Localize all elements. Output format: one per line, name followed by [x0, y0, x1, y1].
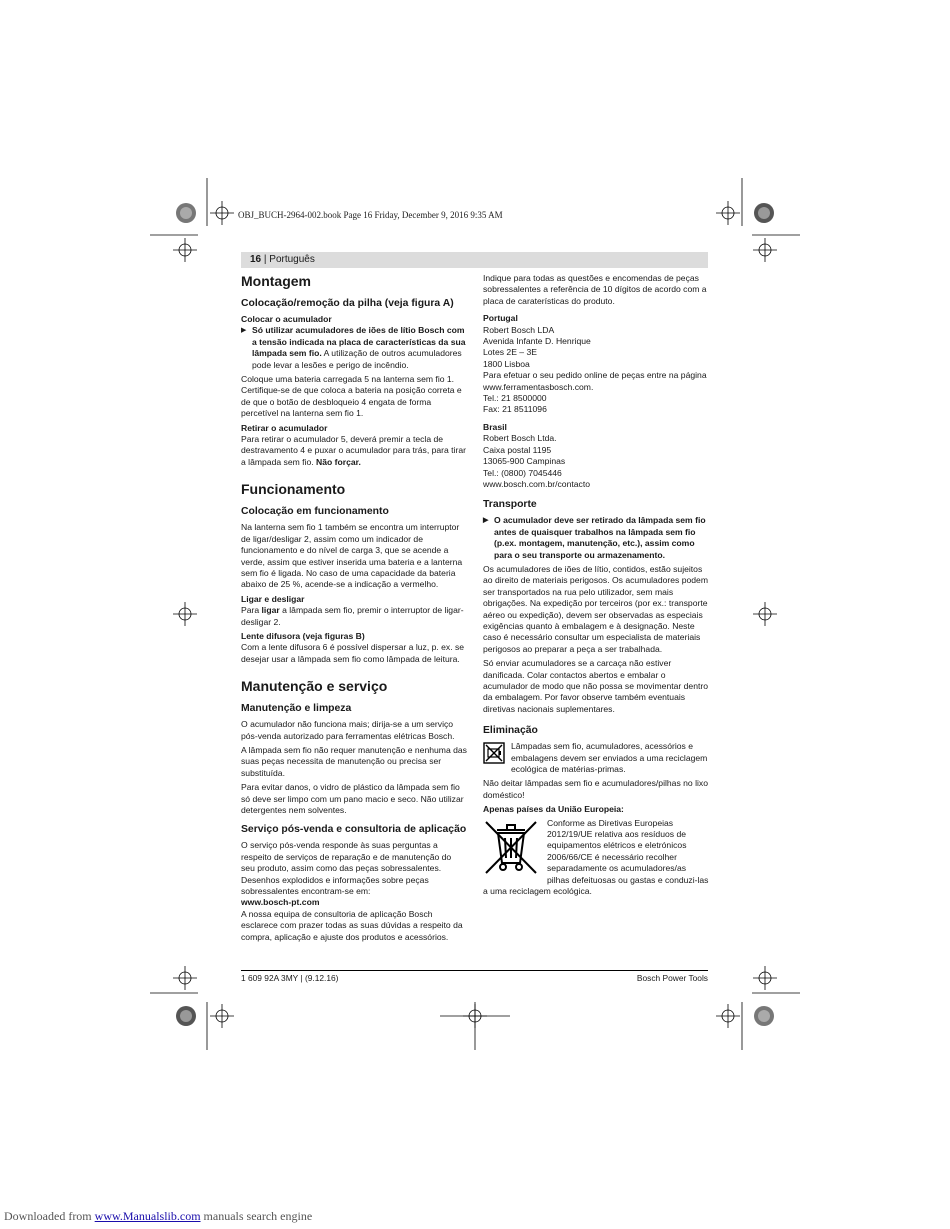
paragraph-retirar: Para retirar o acumulador 5, deverá premir a tecla de destravamento 4 e puxar o acumulador para trás, para tirar a lâmpada sem fio. Não forçar. [241, 434, 466, 467]
heading-ligar: Ligar e desligar [241, 593, 305, 604]
subsection-title-limpeza: Manutenção e limpeza [241, 703, 352, 715]
paragraph-manut-1: O acumulador não funciona mais; dirija-se a um serviço pós-venda autorizado para ferramentas elétricas Bosch. [241, 719, 455, 741]
address-brasil: Robert Bosch Ltda. Caixa postal 1195 13065-900 Campinas Tel.: (0800) 7045446 www.bosch.com.br/contacto [483, 433, 709, 490]
link-bosch-pt[interactable]: www.bosch-pt.com [241, 897, 320, 908]
manualslib-link[interactable]: www.Manualslib.com [94, 1209, 201, 1223]
paragraph-transporte-2: Só enviar acumuladores se a carcaça não estiver danificada. Colar contactos abertos e embalar o acumulador de modo que não possa se movimentar dentro da embalagem. Por favor observe também eventuais diretivas nacionais suplementares. [483, 658, 709, 714]
heading-portugal: Portugal [483, 313, 518, 324]
subsection-title-servico: Serviço pós-venda e consultoria de aplicação [241, 824, 467, 836]
paragraph-uniao-europeia: Conforme as Diretivas Europeias 2012/19/UE relativa aos resíduos de equipamentos elétricos e eletrónicos 2006/66/CE é necessário recolher separadamente os acumuladores/as pilhas defeituosas ou gastas e conduzi-las a uma reciclagem ecológica. [483, 817, 709, 897]
paragraph-transporte-1: Os acumuladores de iões de lítio, contidos, estão sujeitos ao direito de materiais perigosos. Os acumuladores podem ser transportados na rua pelo utilizador, sem mais obrigações. Na expedição por terceiros (por ex.: transporte aéreo ou expedição), devem ser observadas as especiais exigências quanto à embalagem e à designação. Neste caso é necessário consultar um especialista de materiais perigosos ao preparar a peça a ser trabalhada. [483, 563, 708, 654]
heading-retirar: Retirar o acumulador [241, 422, 328, 433]
subsection-title-eliminacao: Eliminação [483, 725, 538, 737]
paragraph-servico-1: O serviço pós-venda responde às suas perguntas a respeito de serviços de reparação e de manutenção do seu produto, assim como das peças sobressalentes. Desenhos explodidos e informações sobre peças sobressalentes encontram-se em: [241, 840, 452, 897]
paragraph-eliminacao-1: Lâmpadas sem fio, acumuladores, acessórios e embalagens devem ser enviados a uma reciclagem ecológica de matérias-primas. [483, 741, 709, 775]
link-bosch-brasil[interactable]: www.bosch.com.br/contacto [483, 478, 590, 489]
paragraph-eliminacao-2: Não deitar lâmpadas sem fio e acumuladores/pilhas no lixo doméstico! [483, 778, 708, 800]
paragraph-funcionamento: Na lanterna sem fio 1 também se encontra um interruptor de ligar/desligar 2, assim como um indicador de funcionamento e do nível de carga 3, que se acende a verde, assim que estiver inserida uma bateria e a lanterna sem fio é ligada. No caso de uma capacidade da bateria abaixo de 25 %, acende-se a indicação a vermelho. [241, 522, 463, 590]
heading-colocar: Colocar o acumulador [241, 314, 332, 324]
heading-lente: Lente difusora (veja figuras B) [241, 630, 365, 641]
paragraph-colocar: Coloque uma bateria carregada 5 na lanterna sem fio 1. Certifique-se de que coloca a bateria na posição correta e de que o botão de desbloqueio 4 engata de forma percetível na lanterna sem fio 1. [241, 374, 462, 419]
page-number: 16 [250, 254, 262, 265]
page-header [241, 252, 708, 268]
heading-uniao-europeia: Apenas países da União Europeia: [483, 804, 624, 815]
paragraph-servico-2: A nossa equipa de consultoria de aplicação Bosch esclarece com prazer todas as suas dúvidas a respeito da compra, aplicação e ajuste dos produtos e acessórios. [241, 908, 463, 942]
warning-transporte: ▶ O acumulador deve ser retirado da lâmpada sem fio antes de quaisquer trabalhos na lâmpada sem fio (p.ex. montagem, manutenção, etc.), assim como para o seu transporte ou armazenamento. [483, 515, 706, 560]
subsection-title-transporte: Transporte [483, 499, 537, 511]
download-notice: Downloaded from www.Manualslib.com manuals search engine [4, 1209, 313, 1223]
recycle-battery-icon [483, 742, 505, 764]
header-separator: | [261, 254, 270, 265]
heading-brasil: Brasil [483, 421, 507, 432]
right-column [483, 273, 709, 901]
section-title-montagem: Montagem [241, 273, 311, 289]
paragraph-ligar: Para ligar a lâmpada sem fio, premir o interruptor de ligar-desligar 2. [241, 605, 464, 627]
subsection-title-pilha: Colocação/remoção da pilha (veja figura A) [241, 298, 454, 309]
link-ferramentasbosch[interactable]: www.ferramentasbosch.com. [483, 381, 594, 392]
footer-rule [241, 970, 708, 971]
section-title-manutencao: Manutenção e serviço [241, 678, 388, 695]
bullet-triangle-icon: ▶ [483, 517, 489, 525]
subsection-title-colocacao: Colocação em funcionamento [241, 506, 389, 518]
header-language: Português [269, 254, 315, 265]
printer-info: OBJ_BUCH-2964-002.book Page 16 Friday, December 9, 2016 9:35 AM [238, 210, 503, 220]
section-title-funcionamento: Funcionamento [241, 481, 346, 498]
crossed-bin-icon [483, 818, 539, 876]
paragraph-manut-2: A lâmpada sem fio não requer manutenção e nenhuma das suas peças necessita de manutenção ou precisa ser substituída. [241, 744, 467, 778]
address-portugal: Robert Bosch LDA Avenida Infante D. Henrique Lotes 2E – 3E 1800 Lisboa Para efetuar o seu pedido online de peças entre na página www.ferramentasbosch.com. Tel.: 21 8500000 Fax: 21 8511096 [483, 325, 709, 416]
bullet-triangle-icon: ▶ [241, 327, 247, 335]
footer-doc-number: 1 609 92A 3MY | (9.12.16) [241, 973, 339, 983]
footer-brand: Bosch Power Tools [636, 973, 708, 983]
warning-colocar: ▶ Só utilizar acumuladores de iões de lítio Bosch com a tensão indicada na placa de características da sua lâmpada sem fio. A utilização de outros acumuladores pode levar a lesões e perigo de incêndio. [241, 325, 466, 370]
left-column [241, 273, 467, 946]
paragraph-intro: Indique para todas as questões e encomendas de peças sobressalentes a referência de 10 dígitos de acordo com a placa de caraterísticas do produto. [483, 273, 707, 306]
paragraph-lente: Com a lente difusora 6 é possível dispersar a luz, p. ex. se desejar usar a lâmpada sem fio como lâmpada de leitura. [241, 642, 465, 664]
paragraph-manut-3: Para evitar danos, o vidro de plástico da lâmpada sem fio só deve ser limpo com um pano macio e seco. Não utilizar detergentes nem solventes. [241, 782, 464, 815]
